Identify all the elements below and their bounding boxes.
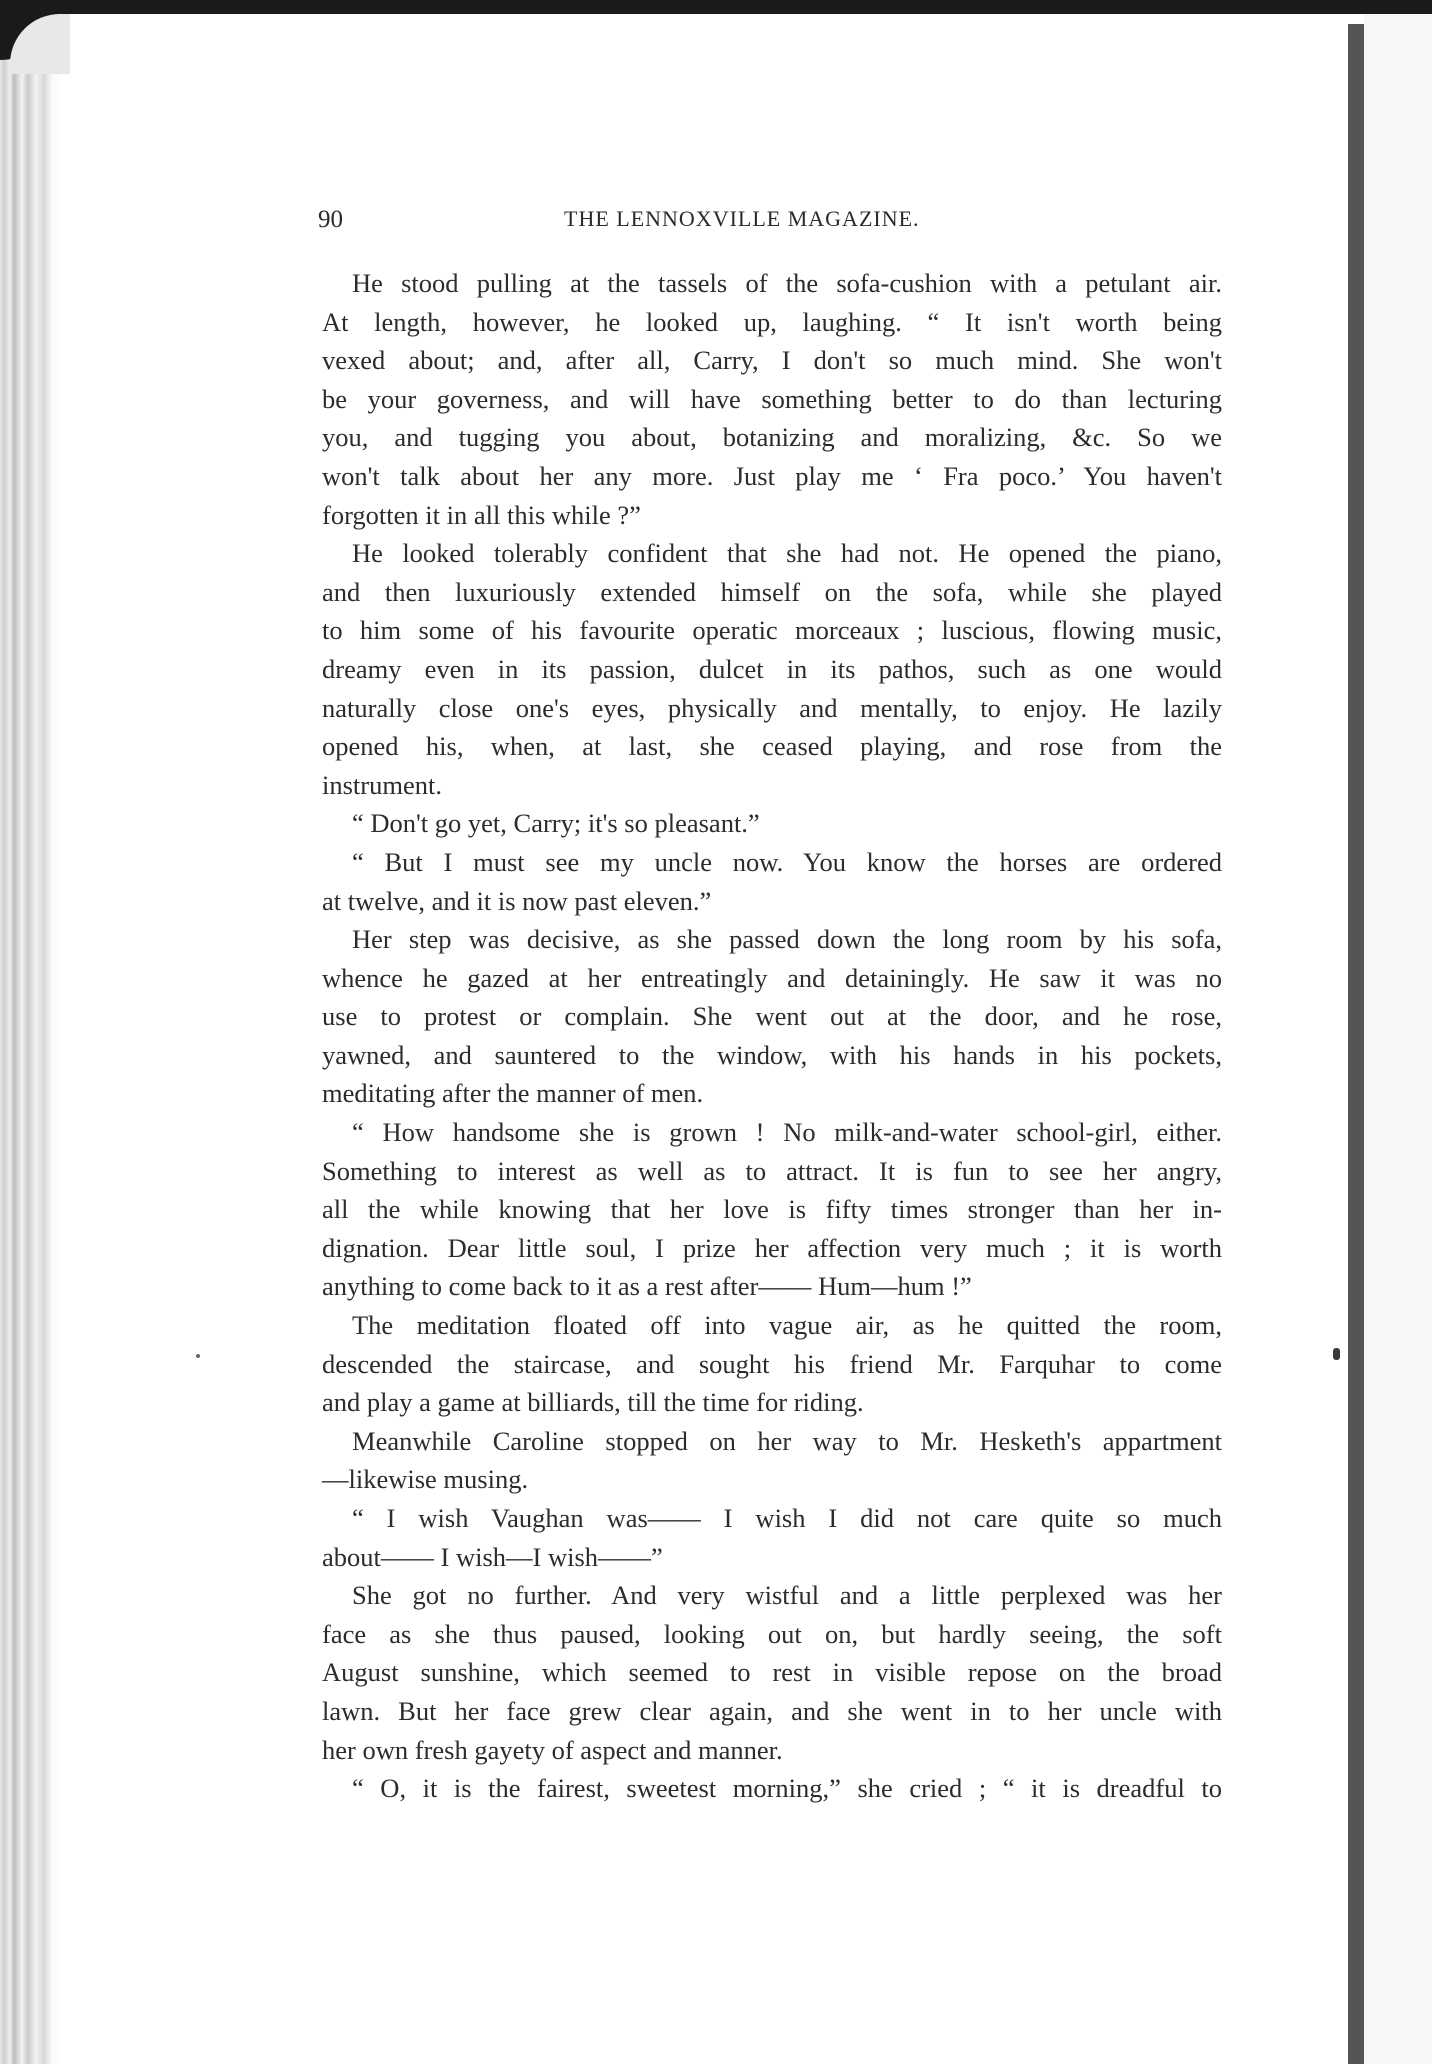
text-line: lawn. But her face grew clear again, and she went in to her uncle with [322,1695,1222,1726]
text-line: face as she thus paused, looking out on, but hardly seeing, the soft [322,1618,1222,1649]
text-line: instrument. [322,769,442,800]
text-line: meditating after the manner of men. [322,1078,704,1109]
running-header [318,206,1218,246]
text-line: “ I wish Vaughan was—— I wish I did not care quite so much [352,1503,1222,1533]
ink-speck [1333,1348,1340,1360]
text-line: She got no further. And very wistful and a little perplexed was her [352,1580,1222,1611]
text-line: opened his, when, at last, she ceased playing, and rose from the [322,731,1222,762]
text-line: at twelve, and it is now past eleven.” [322,885,712,916]
text-line: He stood pulling at the tassels of the sofa-cushion with a petulant air. [352,268,1222,298]
page-number: 90 [318,206,343,233]
text-line: you, and tugging you about, botanizing and moralizing, &c. So we [322,422,1222,453]
text-line: At length, however, he looked up, laughing. “ It isn't worth being [322,306,1222,337]
text-line: forgotten it in all this while ?” [322,499,641,530]
text-line: “ How handsome she is grown ! No milk-and-water school-girl, either. [352,1117,1222,1148]
text-line: about—— I wish—I wish——” [322,1541,663,1572]
text-line: vexed about; and, after all, Carry, I don't so much mind. She won't [322,345,1222,376]
text-line: all the while knowing that her love is fifty times stronger than her in- [322,1194,1222,1225]
ink-speck [196,1354,200,1358]
text-line: whence he gazed at her entreatingly and detainingly. He saw it was no [322,962,1222,993]
text-line: Something to interest as well as to attract. It is fun to see her angry, [322,1155,1222,1186]
text-line: He looked tolerably confident that she had not. He opened the piano, [352,538,1222,569]
text-line: naturally close one's eyes, physically and mentally, to enjoy. He lazily [322,692,1222,723]
text-line: Meanwhile Caroline stopped on her way to Mr. Hesketh's appartment [352,1425,1222,1456]
text-line: dignation. Dear little soul, I prize her affection very much ; it is worth [322,1232,1222,1263]
text-line: The meditation floated off into vague air, as he quitted the room, [352,1310,1222,1341]
text-line: be your governess, and will have something better to do than lecturing [322,383,1222,414]
right-page-edge [1364,14,1432,2064]
text-line: dreamy even in its passion, dulcet in its pathos, such as one would [322,653,1222,684]
text-line: “ But I must see my uncle now. You know the horses are ordered [352,846,1222,877]
top-scan-border [0,0,1432,14]
text-line: to him some of his favourite operatic morceaux ; luscious, flowing music, [322,615,1222,646]
left-page-edges [0,0,62,2064]
text-line: “ O, it is the fairest, sweetest morning,” she cried ; “ it is dreadful to [352,1773,1222,1804]
text-line: and then luxuriously extended himself on the sofa, while she played [322,576,1222,607]
text-line: “ Don't go yet, Carry; it's so pleasant.” [352,808,760,839]
text-line: won't talk about her any more. Just play me ‘ Fra poco.’ You haven't [322,460,1222,491]
text-line: Her step was decisive, as she passed down the long room by his sofa, [352,924,1222,955]
text-line: August sunshine, which seemed to rest in visible repose on the broad [322,1657,1222,1688]
text-line: and play a game at billiards, till the time for riding. [322,1387,864,1418]
text-line: her own fresh gayety of aspect and manner. [322,1734,783,1765]
body-text [322,264,1222,1808]
text-line: use to protest or complain. She went out at the door, and he rose, [322,1001,1222,1032]
text-line: descended the staircase, and sought his friend Mr. Farquhar to come [322,1348,1222,1379]
text-line: yawned, and sauntered to the window, with his hands in his pockets, [322,1039,1222,1070]
book-spine-shadow [1348,24,1364,2064]
text-line: anything to come back to it as a rest after—— Hum—hum !” [322,1271,972,1302]
text-line: —likewise musing. [322,1464,529,1495]
running-title: THE LENNOXVILLE MAGAZINE. [564,206,920,231]
